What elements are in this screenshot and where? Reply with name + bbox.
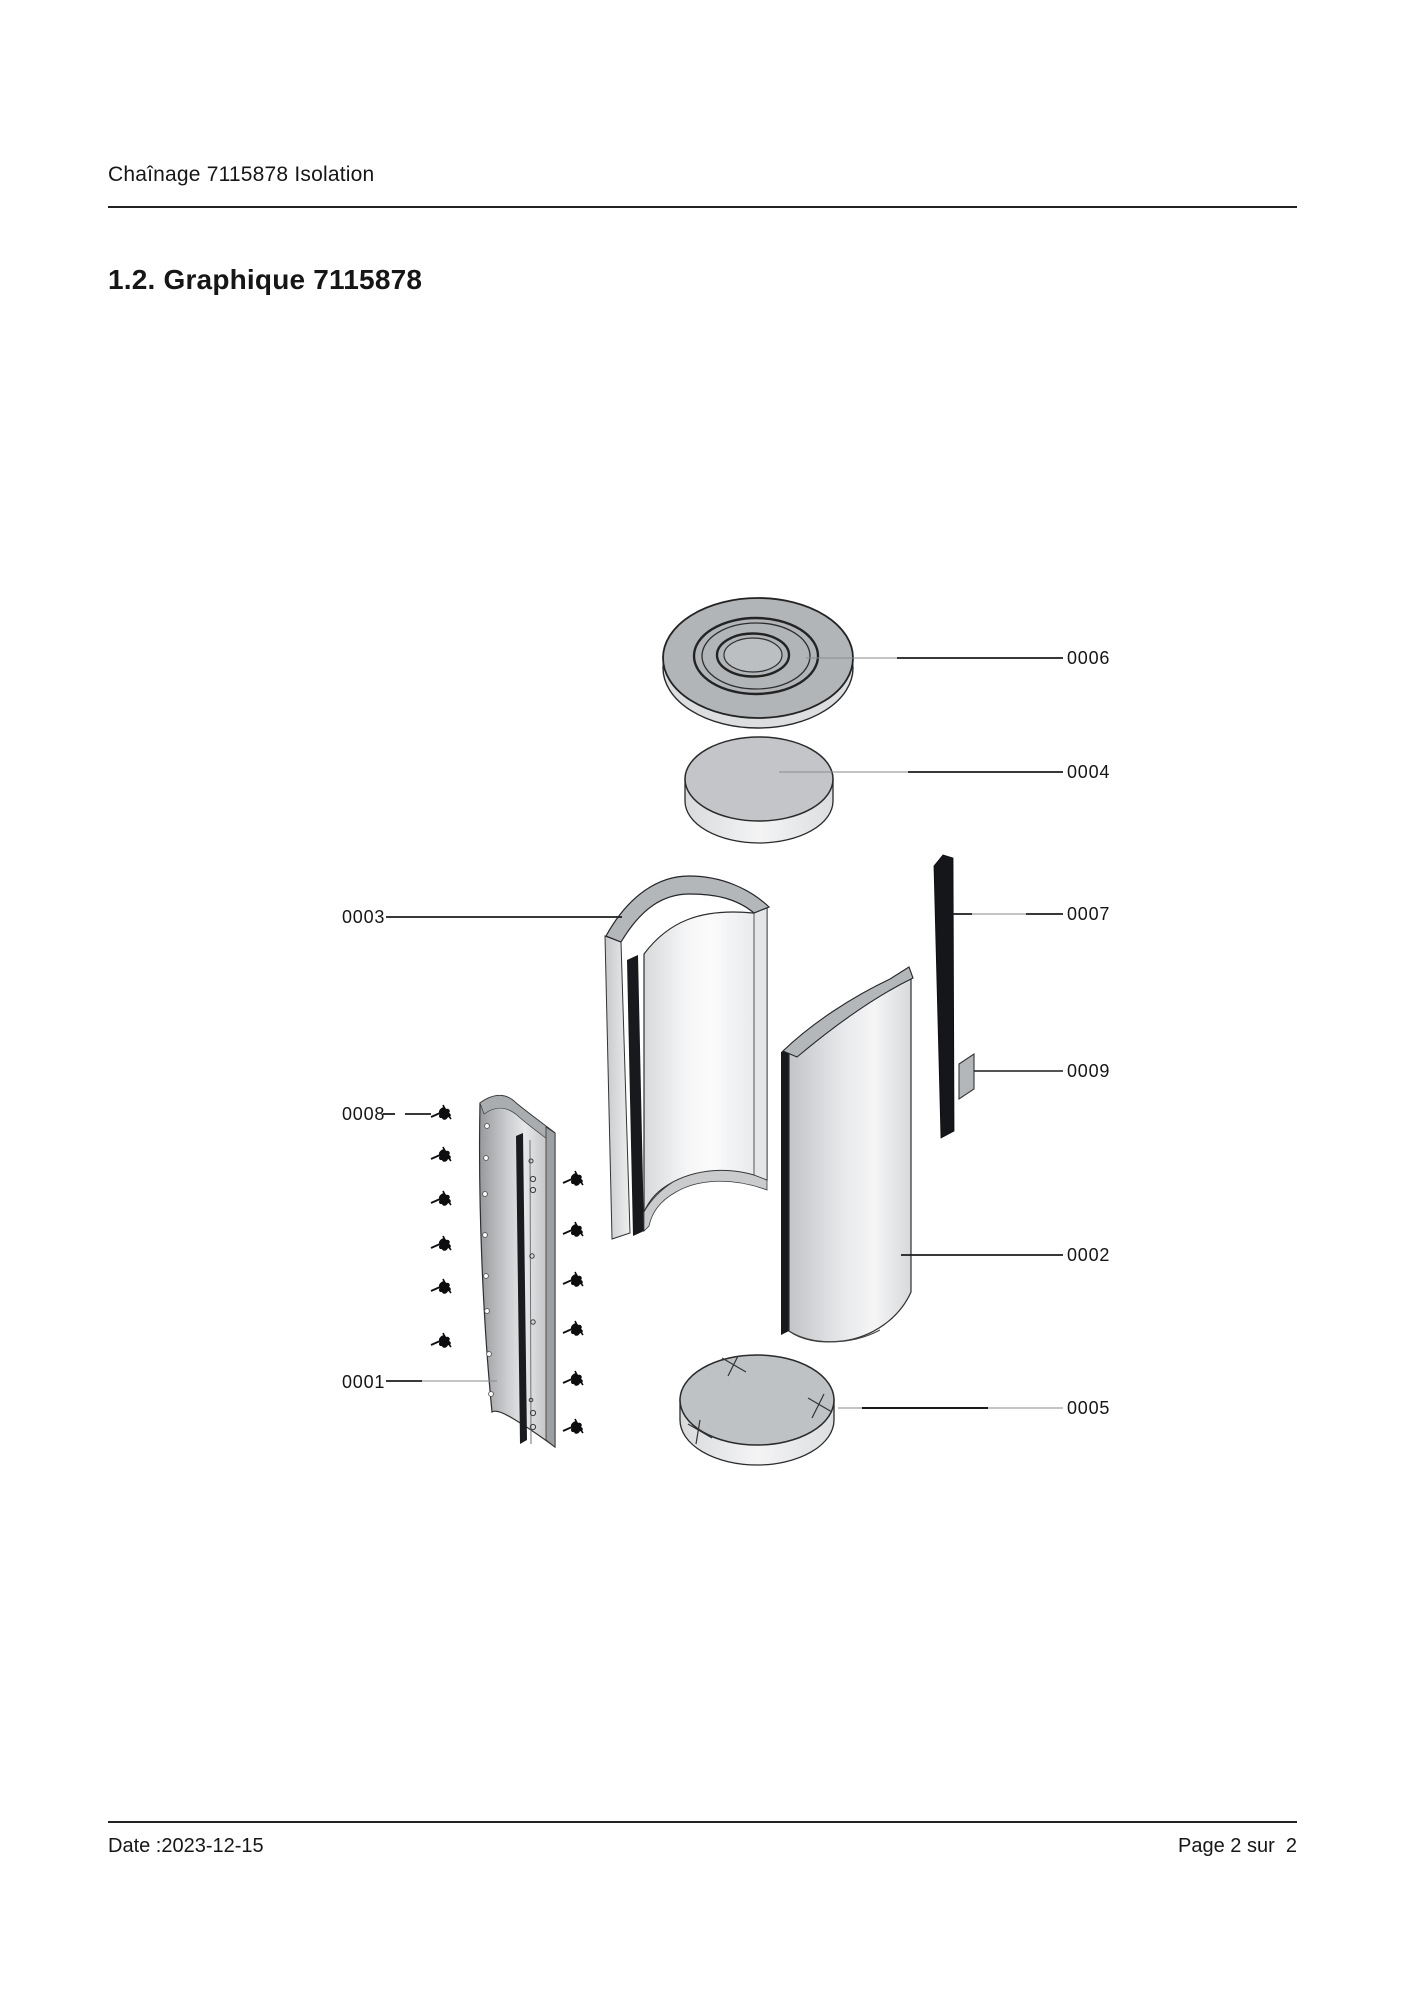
part-0005-bottom-disc: [680, 1355, 834, 1465]
part-label-0002: 0002: [1067, 1245, 1111, 1265]
part-label-0003: 0003: [342, 907, 386, 927]
part-0007-strip: [934, 855, 954, 1138]
part-label-0008: 0008: [342, 1104, 386, 1124]
part-0006-top-cover: [663, 598, 853, 728]
screw-column-middle: [563, 1171, 583, 1434]
footer-date: Date :2023-12-15: [108, 1835, 264, 1857]
footer-rule: [108, 1821, 1297, 1823]
part-0003-half-shell: [605, 876, 769, 1239]
part-0004-disc: [685, 737, 833, 843]
part-label-0007: 0007: [1067, 904, 1111, 924]
part-label-0001: 0001: [342, 1372, 386, 1392]
part-label-0006: 0006: [1067, 648, 1111, 668]
part-0002-half-shell: [781, 967, 913, 1342]
part-label-0004: 0004: [1067, 762, 1111, 782]
part-0009-plate: [959, 1054, 974, 1099]
part-label-0005: 0005: [1067, 1398, 1111, 1418]
part-label-0009: 0009: [1067, 1061, 1111, 1081]
screw-column-left: [431, 1105, 451, 1348]
section-heading: 1.2. Graphique 7115878: [108, 264, 423, 295]
part-0001-panel: [480, 1095, 555, 1447]
footer-page-number: Page 2 sur 2: [1178, 1835, 1297, 1857]
header-title: Chaînage 7115878 Isolation: [108, 163, 375, 186]
